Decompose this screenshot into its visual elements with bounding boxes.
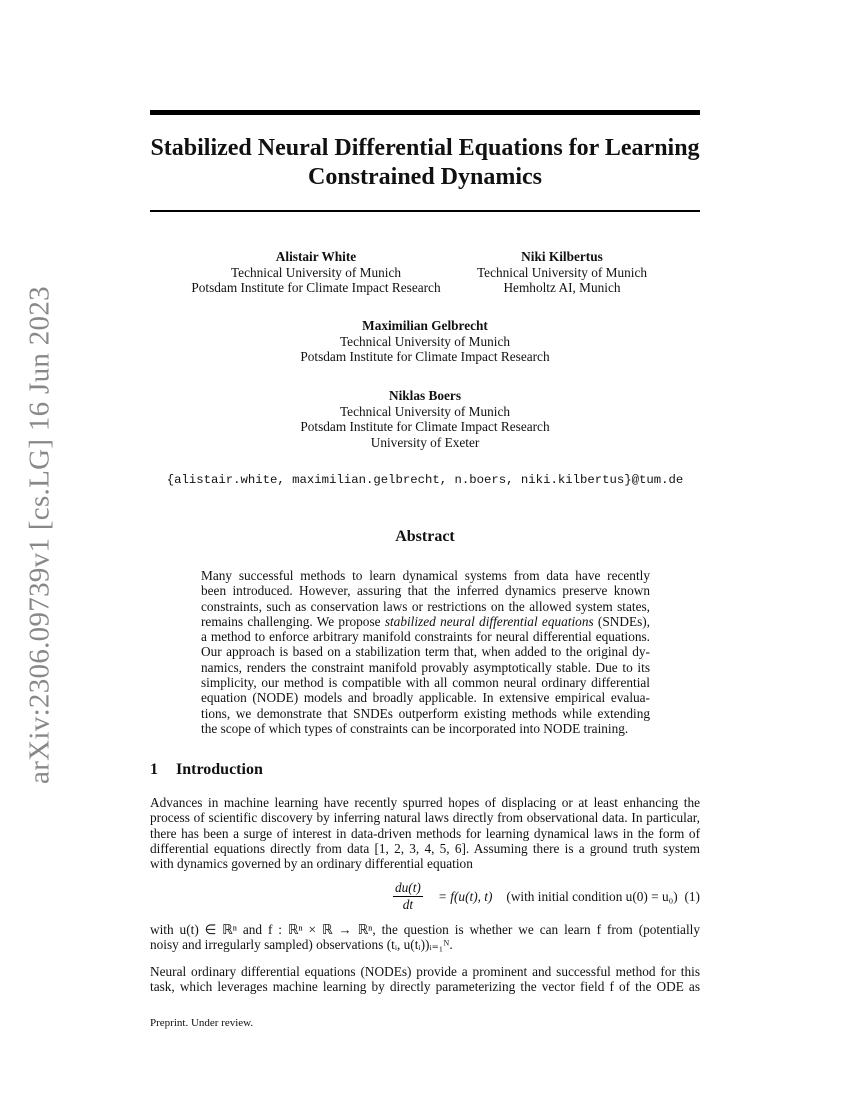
abstract-body [201, 568, 650, 736]
text-line: tions, we demonstrate that SNDEs outperform existing methods while extending [201, 705, 650, 721]
text-line: constraints, such as conservation laws or restrictions on the allowed system states, [201, 598, 650, 614]
author-affiliation: Hemholtz AI, Munich [503, 280, 621, 296]
text-fragment: (SNDEs), [593, 613, 650, 629]
text-line: Our approach is based on a stabilization term that, when added to the original dy- [201, 644, 650, 660]
title-rule-bottom [150, 210, 700, 212]
author-affiliation: Technical University of Munich [476, 264, 648, 280]
arxiv-stamp: arXiv:2306.09739v1 [cs.LG] 16 Jun 2023 [23, 286, 56, 784]
author-block [260, 318, 590, 365]
abstract-heading: Abstract [395, 528, 455, 545]
author-name: Maximilian Gelbrecht [362, 318, 488, 333]
text-line: a method to enforce arbitrary manifold constraints for neural differential equations. [201, 629, 650, 645]
section-title: Introduction [176, 761, 263, 778]
text-line: Many successful methods to learn dynamical systems from data have recently [201, 568, 650, 583]
title-line: Constrained Dynamics [307, 164, 542, 190]
intro-paragraph [150, 922, 700, 953]
section-heading [150, 761, 263, 779]
paper-title [150, 134, 700, 192]
text-line: Neural ordinary differential equations (NODEs) provide a prominent and successful method for this [150, 964, 700, 979]
author-emails: {alistair.white, maximilian.gelbrecht, n.boers, niki.kilbertus}@tum.de [166, 473, 684, 487]
text-line: simplicity, our method is compatible with all common neural ordinary differential [201, 675, 650, 691]
author-block [397, 249, 727, 296]
text-line: task, which leverages machine learning by directly parameterizing the vector field f of the ODE as [150, 979, 700, 995]
denominator: dt [402, 897, 414, 912]
text-line: there has been a surge of interest in data-driven methods for learning dynamical laws in the form of [150, 825, 700, 841]
text-line: with u(t) ∈ ℝⁿ and f : ℝⁿ × ℝ → ℝⁿ, the question is whether we can learn f from (potentially [150, 922, 700, 937]
author-name: Niklas Boers [388, 388, 462, 403]
author-affiliation: Potsdam Institute for Climate Impact Research [300, 419, 550, 435]
author-name: Niki Kilbertus [521, 249, 603, 264]
author-name: Alistair White [275, 249, 357, 264]
equation-number: (1) [684, 889, 700, 904]
author-affiliation: Technical University of Munich [339, 333, 511, 349]
text-line: differential equations directly from data [1, 2, 3, 4, 5, 6]. Assuming there is a ground truth system [150, 840, 700, 856]
author-block [260, 388, 590, 450]
author-affiliation: Potsdam Institute for Climate Impact Research [191, 280, 441, 296]
author-affiliation: Technical University of Munich [230, 264, 402, 280]
text-line: the scope of which types of constraints can be incorporated into NODE training. [201, 720, 629, 736]
text-line: namics, renders the constraint manifold provably asymptotically stable. Due to its [201, 659, 650, 675]
numerator: du(t) [395, 880, 421, 895]
text-line: noisy and irregularly sampled) observations (tᵢ, u(tᵢ))ᵢ₌₁ᴺ. [150, 937, 453, 953]
text-line: process of scientific discovery by inferring natural laws directly from observational data. In particular, [150, 810, 700, 826]
title-line: Stabilized Neural Differential Equations for Learning [150, 135, 700, 161]
equation-body [438, 889, 678, 905]
text-line: equation (NODE) models and broadly applicable. In extensive empirical evalua- [201, 690, 650, 706]
author-affiliation: Technical University of Munich [339, 403, 511, 419]
author-affiliation: Potsdam Institute for Climate Impact Research [300, 349, 550, 365]
text-line [201, 614, 650, 629]
text-line: been introduced. However, assuring that the inferred dynamics preserve known [201, 583, 650, 599]
intro-paragraph [150, 795, 700, 871]
title-rule-top [150, 110, 700, 115]
emphasis: stabilized neural differential equations [384, 613, 594, 629]
equation-rhs: = f(u(t), t) [438, 889, 493, 904]
text-line: with dynamics governed by an ordinary differential equation [150, 856, 473, 872]
equation-condition: (with initial condition u(0) = u₀) [506, 889, 678, 904]
section-number: 1 [150, 761, 158, 778]
text-line: Advances in machine learning have recently spurred hopes of displacing or at least enhancing the [150, 795, 700, 810]
intro-paragraph [150, 964, 700, 995]
footer-note: Preprint. Under review. [150, 1017, 254, 1029]
author-affiliation: University of Exeter [370, 434, 480, 450]
equation-fraction [393, 880, 423, 913]
text-fragment: remains challenging. We propose [201, 613, 385, 629]
